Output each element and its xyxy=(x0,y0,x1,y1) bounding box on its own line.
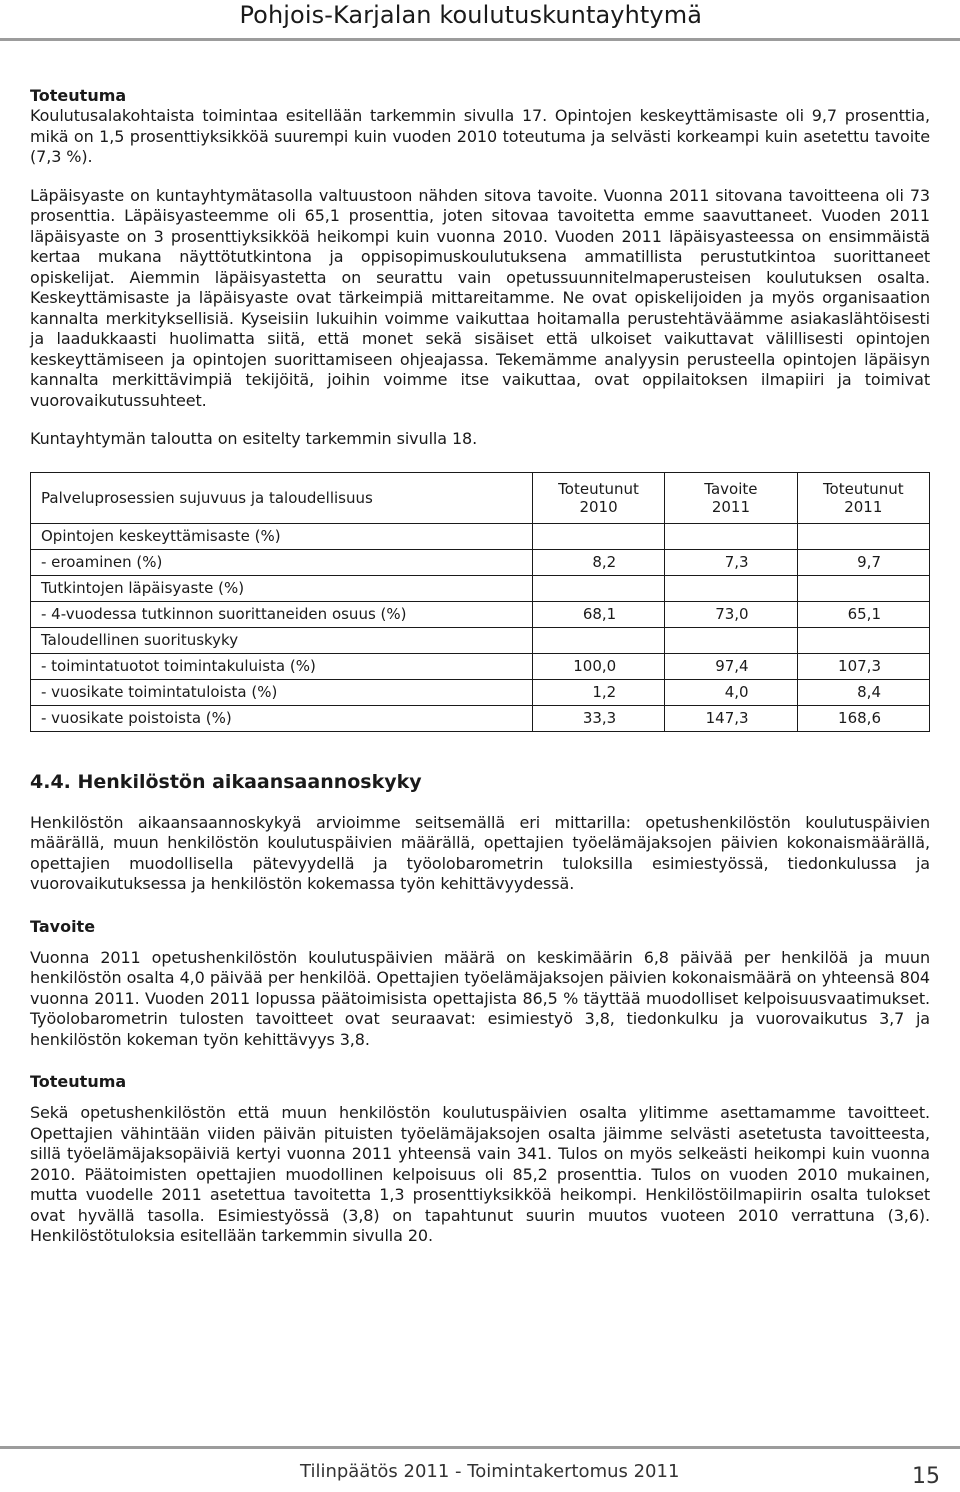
table-row xyxy=(31,705,930,731)
kpi-header-title: Palveluprosessien sujuvuus ja taloudellisuus xyxy=(31,472,533,523)
value-toteutunut-2010: 68,1 xyxy=(532,601,664,627)
value-toteutunut-2010: 100,0 xyxy=(532,653,664,679)
value-toteutunut-2011: 168,6 xyxy=(797,705,929,731)
section-heading-tavoite: Tavoite xyxy=(30,916,96,936)
kpi-header-col3: Toteutunut 2011 xyxy=(797,472,929,523)
table-row xyxy=(31,653,930,679)
row-label: - 4-vuodessa tutkinnon suorittaneiden osuus (%) xyxy=(31,601,533,627)
kpi-header-col1: Toteutunut 2010 xyxy=(532,472,664,523)
page-content xyxy=(30,86,930,1247)
value-tavoite-2011: 73,0 xyxy=(665,601,797,627)
row-label: - vuosikate poistoista (%) xyxy=(31,705,533,731)
kpi-table xyxy=(30,472,930,732)
value-toteutunut-2011: 9,7 xyxy=(797,549,929,575)
page-number: 15 xyxy=(912,1464,940,1489)
section-heading-toteutuma: Toteutuma xyxy=(30,86,127,105)
section-heading-toteutuma-2: Toteutuma xyxy=(30,1072,127,1091)
footer-text: Tilinpäätös 2011 - Toimintakertomus 2011 xyxy=(300,1461,680,1482)
value-tavoite-2011: 4,0 xyxy=(665,679,797,705)
row-label: Tutkintojen läpäisyaste (%) xyxy=(31,575,533,601)
paragraph-henkilosto-intro: Henkilöstön aikaansaannoskykyä arvioimme seitsemällä eri mittarilla: opetushenkilöstön koulutuspäivien määrällä, muun henkilöstön koulutuspäivien määrällä, opettajien työelämäjaksojen päivien kokonaismäärällä, opettajien muodollisella pätevyydellä ja työolobarometrin tuloksilla esimiestyössä, tiedonkulussa ja vuorovaikutuksessa ja henkilöstön kokemassa työn kehittävyydessä. xyxy=(30,812,930,893)
row-label: Opintojen keskeyttämisaste (%) xyxy=(31,523,533,549)
paragraph-tavoite: Vuonna 2011 opetushenkilöstön koulutuspäivien määrä on keskimäärin 6,8 päivää per henkilöä ja muun henkilöstön osalta 4,0 päivää per henkilöä. Opettajien työelämäjaksojen päivien kokonaismäärä on yhteensä 804 vuonna 2011. Vuoden 2011 lopussa päätoimisista opettajista 86,5 % täyttää muodolliset kelpoisuusvaatimukset. Työolobarometrin tulosten tavoitteet ovat seuraavat: esimiestyö 3,8, tiedonkulku ja vuorovaikutus 3,7 ja henkilöstön kokeman työn kehittävyys 3,8. xyxy=(30,947,930,1049)
kpi-table-header-row xyxy=(31,472,930,523)
footer-rule xyxy=(0,1446,960,1449)
value-toteutunut-2010: 1,2 xyxy=(532,679,664,705)
value-tavoite-2011: 147,3 xyxy=(665,705,797,731)
page-header-title: Pohjois-Karjalan koulutuskuntayhtymä xyxy=(239,1,702,29)
table-row xyxy=(31,523,930,549)
kpi-header-col2: Tavoite 2011 xyxy=(665,472,797,523)
row-label: - eroaminen (%) xyxy=(31,549,533,575)
value-toteutunut-2010: 33,3 xyxy=(532,705,664,731)
value-toteutunut-2010: 8,2 xyxy=(532,549,664,575)
header-rule xyxy=(0,38,960,41)
section-title-henkilosto: 4.4. Henkilöstön aikaansaannoskyky xyxy=(30,770,422,793)
value-toteutunut-2011: 65,1 xyxy=(797,601,929,627)
row-label: - toimintatuotot toimintakuluista (%) xyxy=(31,653,533,679)
table-row xyxy=(31,549,930,575)
paragraph-talous: Kuntayhtymän taloutta on esitelty tarkemmin sivulla 18. xyxy=(30,429,478,448)
value-toteutunut-2011: 107,3 xyxy=(797,653,929,679)
value-toteutunut-2011: 8,4 xyxy=(797,679,929,705)
paragraph-lapaisyaste: Läpäisyaste on kuntayhtymätasolla valtuustoon nähden sitova tavoite. Vuonna 2011 sitovana tavoitteena oli 73 prosenttia. Läpäisyasteemme oli 65,1 prosenttia, joten sitovaa tavoitetta emme saavuttaneet. Vuoden 2011 läpäisyaste on 3 prosenttiyksikköä heikompi kuin vuonna 2010. Vuoden 2011 läpäisyasteessa on ensimmäistä kertaa mukana näyttötutkintona ja oppisopimuskoulutuksena ammatillista perustutkintoa suorittaneet opiskelijat. Aiemmin läpäisyastetta on seurattu vain opetussuunnitelmaperusteisen koulutuksen osalta. Keskeyttämisaste ja läpäisyaste ovat tärkeimpiä mittareitamme. Ne ovat opiskelijoiden ja myös organisaation kannalta merkityksellisiä. Kyseisiin lukuihin voimme vaikuttaa hoitamalla perustehtäväämme asiakaslähtöisesti ja laadukkaasti huolimatta siitä, että monet sekä sisäiset että ulkoiset vaikuttavat välillisesti opintojen keskeyttämiseen ja opintojen suorittamiseen ohjeajassa. Tekemämme analyysin perusteella opintojen läpäisyn kannalta merkittävimpiä tekijöitä, joihin voimme itse vaikuttaa, ovat oppilaitoksen ilmapiiri ja toimivat vuorovaikutussuhteet. xyxy=(30,185,930,410)
value-tavoite-2011: 97,4 xyxy=(665,653,797,679)
table-row xyxy=(31,627,930,653)
table-row xyxy=(31,601,930,627)
paragraph-toteutuma-2: Sekä opetushenkilöstön että muun henkilöstön koulutuspäivien osalta ylitimme asettamamme tavoitteet. Opettajien vähintään viiden päivän pituisten työelämäjaksojen osalta jäimme selvästi asetetusta tavoitteesta, sillä työelämäjaksopäiviä kertyi vuonna 2011 yhteensä vain 341. Tulos on myös selkeästi heikompi kuin vuonna 2010. Päätoimisten opettajien muodollinen kelpoisuus oli 85,2 prosenttia. Tulos on vuoden 2010 mukainen, mutta vuodelle 2011 asetettua tavoitetta 1,3 prosenttiyksikköä heikompi. Henkilöstöilmapiirin osalta tulokset ovat hyvällä tasolla. Esimiestyössä (3,8) on tapahtunut suurin muutos vuoteen 2010 verrattuna (3,6). Henkilöstötuloksia esitellään tarkemmin sivulla 20. xyxy=(30,1103,930,1245)
row-label: Taloudellinen suorituskyky xyxy=(31,627,533,653)
table-row xyxy=(31,575,930,601)
table-row xyxy=(31,679,930,705)
paragraph-keskeyttamisaste: Koulutusalakohtaista toimintaa esitellään tarkemmin sivulla 17. Opintojen keskeyttämisaste oli 9,7 prosenttia, mikä on 1,5 prosenttiyksikköä suurempi kuin vuoden 2010 toteutuma ja selvästi korkeampi kuin asetettu tavoite (7,3 %). xyxy=(30,106,930,166)
row-label: - vuosikate toimintatuloista (%) xyxy=(31,679,533,705)
value-tavoite-2011: 7,3 xyxy=(665,549,797,575)
